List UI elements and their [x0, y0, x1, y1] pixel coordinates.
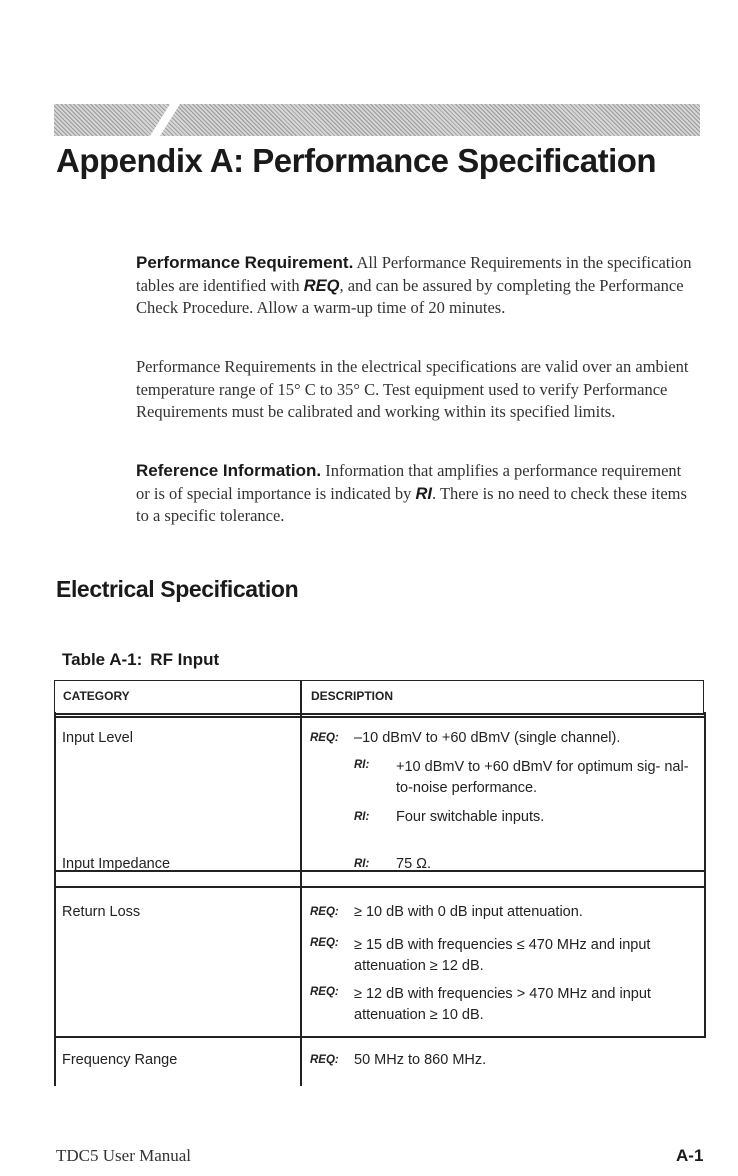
ri-tag: RI:: [354, 858, 370, 870]
reference-information-lead: Reference Information.: [136, 461, 322, 480]
ri-tag: RI:: [354, 811, 370, 823]
req-tag: REQ:: [310, 732, 339, 744]
p3-text-b: . There is no need to check these items to a specific tolerance.: [136, 483, 687, 525]
footer-manual-title: TDC5 User Manual: [56, 1146, 192, 1165]
frequency-range-spec: 50 MHz to 860 MHz.: [354, 1052, 487, 1068]
row-divider: [54, 1036, 705, 1038]
table-caption: [62, 650, 219, 670]
input-impedance-spec: 75 Ω.: [396, 856, 432, 872]
req-tag: REQ:: [310, 906, 339, 918]
p3-text-a: Information that amplifies a performance requirement or is of special importance is indicated by: [136, 461, 682, 503]
req-tag: REQ:: [310, 986, 339, 998]
category-frequency-range: Frequency Range: [62, 1052, 178, 1068]
table-caption-number: Table A-1:: [62, 650, 143, 669]
section-heading: Electrical Specification: [56, 576, 299, 602]
category-input-level: Input Level: [62, 730, 133, 746]
ri-tag: RI:: [354, 759, 370, 771]
performance-requirement-lead: Performance Requirement.: [136, 253, 354, 272]
row-divider: [54, 886, 705, 888]
table-caption-name: RF Input: [150, 650, 220, 669]
ri-keyword: RI: [415, 484, 433, 503]
column-divider: [300, 680, 302, 1086]
header-double-rule: [54, 716, 705, 718]
chapter-banner: [54, 104, 700, 136]
category-return-loss: Return Loss: [62, 904, 141, 920]
return-loss-spec-1: ≥ 10 dB with 0 dB input attenuation.: [354, 904, 583, 920]
reference-information-paragraph: [136, 460, 696, 528]
performance-requirement-paragraph: [136, 252, 696, 320]
req-tag: REQ:: [310, 1054, 339, 1066]
table-right-border: [704, 712, 706, 1038]
description-header: DESCRIPTION: [311, 689, 394, 703]
table-left-border: [54, 712, 56, 1086]
return-loss-spec-3: ≥ 12 dB with frequencies > 470 MHz and input attenuation ≥ 10 dB.: [354, 986, 651, 1023]
table-header: [54, 680, 704, 715]
p1-text-b: , and can be assured by completing the Performance Check Procedure. Allow a warm-up time of 20 minutes.: [136, 275, 684, 317]
category-header: CATEGORY: [63, 689, 130, 703]
input-level-optimum: +10 dBmV to +60 dBmV for optimum sig- nal-to-noise performance.: [396, 759, 689, 796]
p1-text-a: All Performance Requirements in the specification tables are identified with: [136, 253, 692, 295]
return-loss-spec-2: ≥ 15 dB with frequencies ≤ 470 MHz and input attenuation ≥ 12 dB.: [354, 937, 651, 974]
input-level-switchable: Four switchable inputs.: [396, 809, 545, 825]
temperature-paragraph: Performance Requirements in the electrical specifications are valid over an ambient temperature range of 15° C to 35° C. Test equipment used to verify Performance Requirements must be calibrated and working within its specified limits.: [136, 357, 689, 421]
req-tag: REQ:: [310, 937, 339, 949]
footer-page-number: A-1: [676, 1146, 704, 1165]
input-level-spec: –10 dBmV to +60 dBmV (single channel).: [354, 730, 621, 746]
page-title: Appendix A: Performance Specification: [56, 142, 657, 179]
category-input-impedance: Input Impedance: [62, 856, 171, 872]
req-keyword: REQ: [303, 276, 340, 295]
